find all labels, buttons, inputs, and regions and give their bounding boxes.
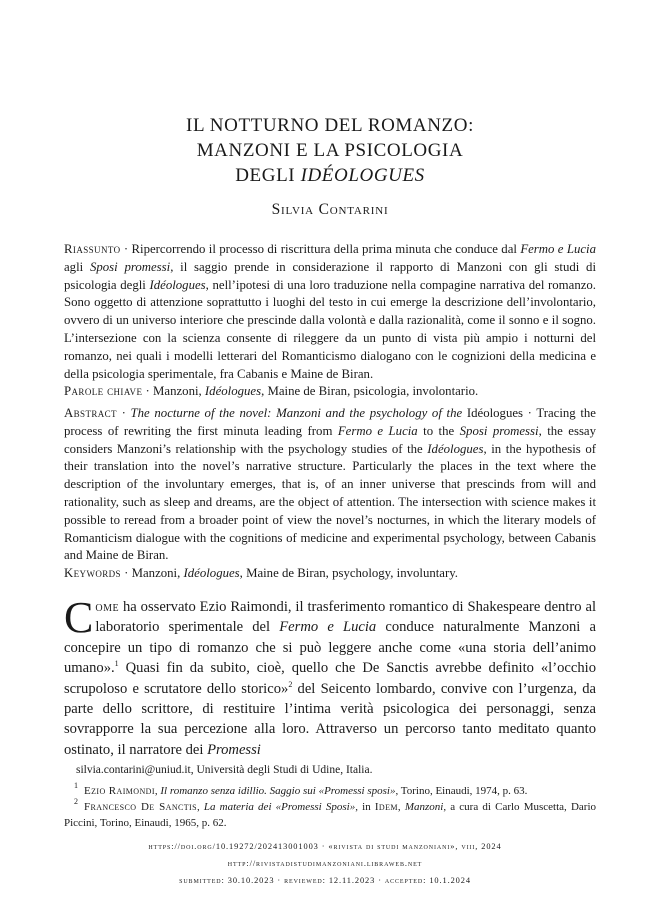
body-paragraph: Come ha osservato Ezio Raimondi, il trasferimento romantico di Shakespeare dentro al laboratorio sperimentale del Fermo e Lucia conduce naturalmente Manzoni a concepire un tipo di romanzo che si può leggere anche come «una storia dell’animo umano».$^1$ Quasi fin da subito, cioè, quello che De Sanctis avrebbe definito «l’occhio scrupoloso e scrutatore dello storico»$^2$ del Seicento lombardo, convive con l’urgenza, da parte dello scrittore, di restituire l’intima verità psicologica dei personaggi, senza sovrapporre la sua percezione alla loro. Attraverso un percorso tanto meditato quanto ostinato, il narratore dei Promessi: [64, 593, 596, 758]
abstract-label: Abstract: [64, 406, 117, 420]
keywords-label: Keywords: [64, 566, 121, 580]
title-line-2: MANZONI E LA PSICOLOGIA: [196, 140, 464, 161]
parole-chiave-label: Parole chiave: [64, 384, 143, 398]
footnote-2: $^2$ Francesco De Sanctis, La materia dei «Promessi Sposi», in Idem, Manzoni, a cura di Carlo Muscetta, Dario Piccini, Torino, Einaudi, 1965, p. 62.: [64, 797, 597, 829]
title-line-1: IL NOTTURNO DEL ROMANZO:: [186, 115, 474, 136]
drop-cap: C: [64, 593, 94, 642]
footnote-ref-1[interactable]: 1: [114, 659, 119, 669]
author-affiliation: silvia.contarini@uniud.it, Università degli Studi di Udine, Italia.: [76, 764, 373, 776]
journal-url-link[interactable]: http://rivistadistudimanzoniani.libraweb.net: [227, 859, 423, 868]
doi-link[interactable]: https://doi.org/10.19272/202413001003 · «rivista di studi manzoniani», viii, 2024: [148, 842, 502, 851]
abstract-paragraph: Abstract · The nocturne of the novel: Manzoni and the psychology of the Idéologues · Tracing the process of rewriting the first minuta leading from Fermo e Lucia to the Sposi promessi, the essay considers Manzoni’s relationship with the psychology studies of the Idéologues, in the hypothesis of their translation into the novel’s narrative structure. Particularly the places in the text where the description of the involuntary emerges, that is, of an inner universe that prescinds from will and rationality, such as sleep and dreams, are the object of attention. The intersection with science makes it possible to reread from a broader point of view the novel’s nocturnes, in which the literary models of Romanticism dialogue with the cognitions of medicine and experimental psychology, between Cabanis and Maine de Biran.: [64, 406, 597, 563]
footnote-1: $^1$ Ezio Raimondi, Il romanzo senza idillio. Saggio sui «Promessi sposi», Torino, Einaudi, 1974, p. 63.: [74, 781, 528, 797]
submission-dates: submitted: 30.10.2023 · reviewed: 12.11.2023 · accepted: 10.1.2024: [179, 876, 471, 885]
article-title: [60, 113, 600, 188]
footnote-ref-2[interactable]: 2: [288, 679, 293, 689]
riassunto-label: Riassunto: [64, 242, 121, 256]
author-name: Silvia Contarini: [271, 201, 389, 218]
riassunto-paragraph: Riassunto · Ripercorrendo il processo di riscrittura della prima minuta che conduce dal Fermo e Lucia agli Sposi promessi, il saggio prende in considerazione il rapporto di Manzoni con gli studi di psicologia degli Idéologues, nell’ipotesi di una loro traduzione nella compagine narrativa del romanzo. Sono oggetto di attenzione soprattutto i luoghi del testo in cui emerge la descrizione dell’involontario, ovvero di un universo interiore che prescinde dalla volontà e dalla razionalità, come il sonno e il sogno. L’intersezione con la scienza consente di rileggere da un punto di vista più ampio i notturni del romanzo, nei quali i modelli letterari del Romanticismo dialogano con le cognizioni della medicina e della psicologia sperimentale, fra Cabanis e Maine de Biran.: [64, 242, 597, 381]
parole-chiave-paragraph: Parole chiave · Manzoni, Idéologues, Maine de Biran, psicologia, involontario.: [64, 384, 479, 398]
title-line-3: DEGLI IDÉOLOGUES: [235, 165, 425, 186]
keywords-paragraph: Keywords · Manzoni, Idéologues, Maine de Biran, psychology, involuntary.: [64, 566, 459, 580]
